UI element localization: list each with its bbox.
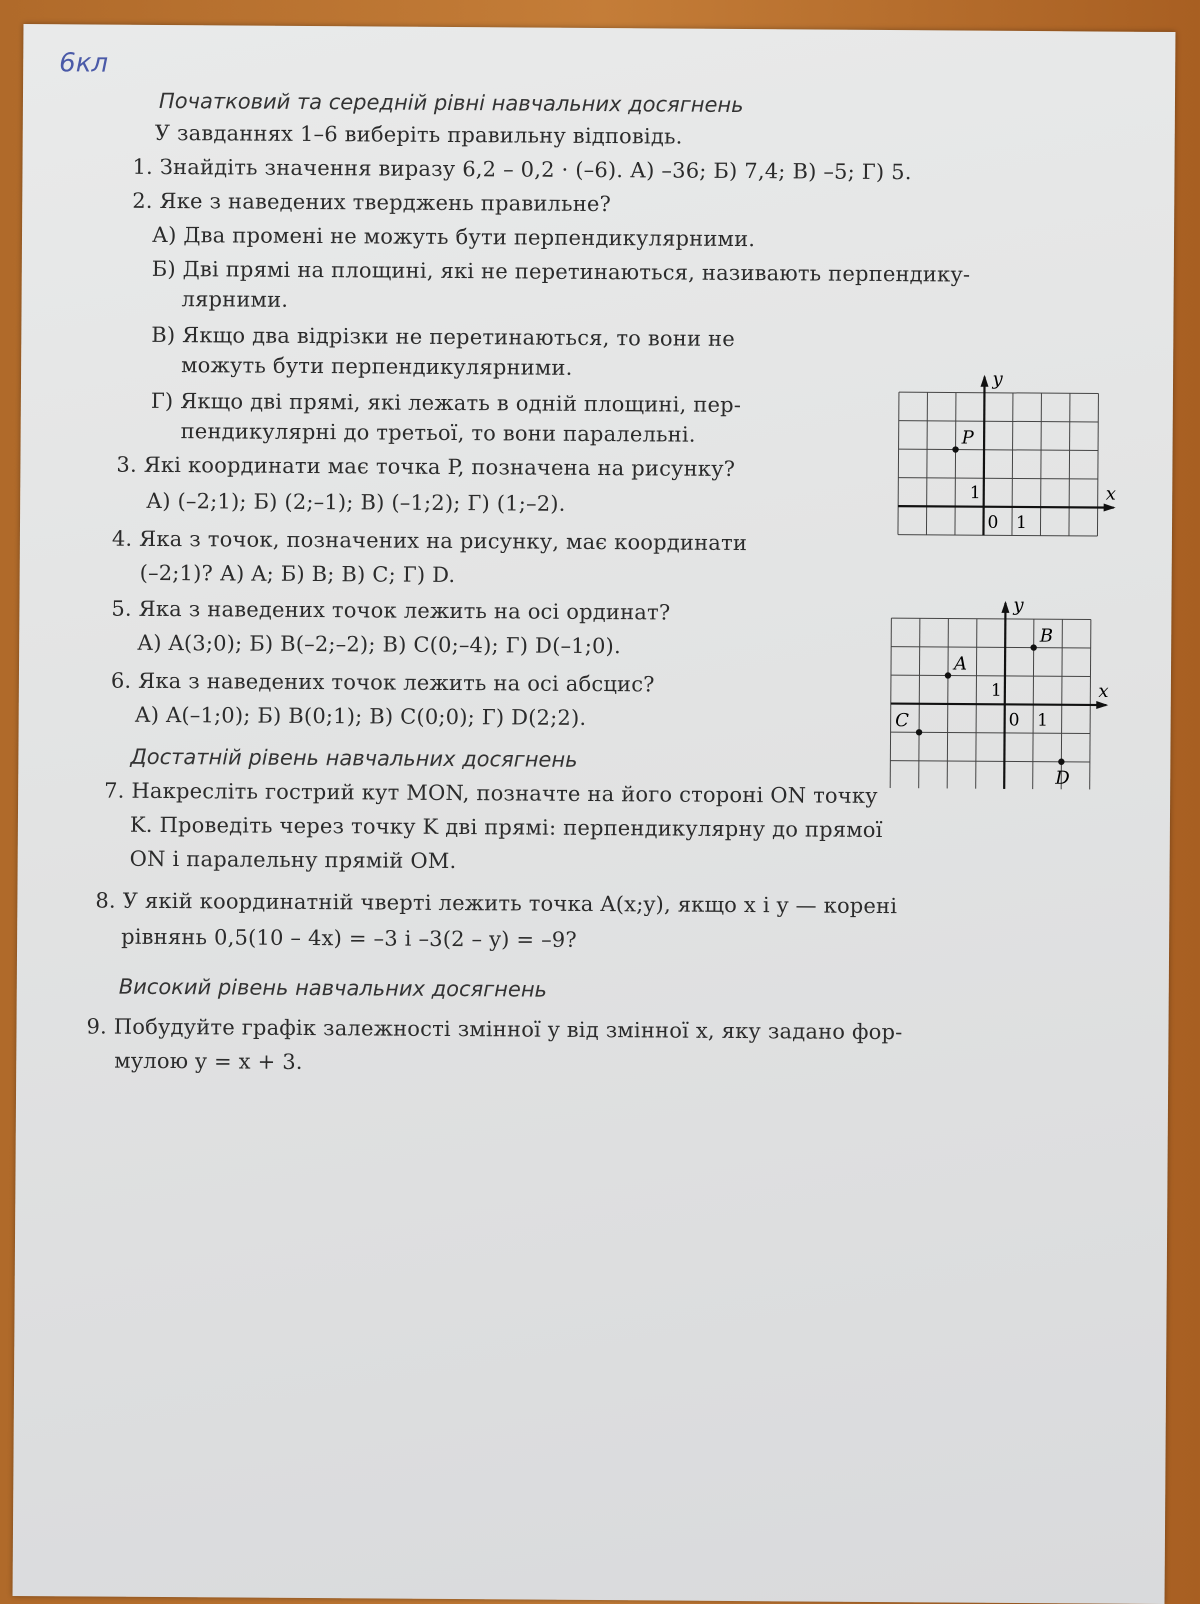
- x-axis: [898, 506, 1113, 508]
- q2-option-c-cont: можуть бути перпендикулярними.: [181, 353, 573, 380]
- grid-line-horizontal: [891, 675, 1090, 676]
- grid-line-horizontal: [891, 618, 1090, 619]
- grid-line-vertical: [955, 393, 956, 535]
- grid-line-vertical: [1012, 393, 1013, 535]
- grid-line-horizontal: [898, 535, 1097, 536]
- grid-line-horizontal: [890, 789, 1089, 790]
- q2-option-d: Г) Якщо дві прямі, які лежать в одній площині, пер-: [150, 388, 742, 418]
- x-axis-arrow-icon: [1096, 701, 1108, 709]
- grid-line-horizontal: [899, 392, 1098, 393]
- q6-answers: А) A(–1;0); Б) B(0;1); В) C(0;0); Г) D(2;2).: [134, 702, 587, 730]
- question-9-line2: мулою y = x + 3.: [114, 1048, 303, 1074]
- point-label-C: C: [895, 710, 910, 732]
- y-axis-label: y: [992, 368, 1003, 390]
- question-8-line2: рівнянь 0,5(10 – 4x) = –3 і –3(2 – y) = –9?: [121, 924, 577, 952]
- x-axis-label: x: [1105, 483, 1116, 505]
- section-title-high: Високий рівень навчальних досягнень: [118, 974, 548, 1002]
- unit-y-label: 1: [990, 680, 1002, 701]
- question-1: 1. Знайдіть значення виразу 6,2 – 0,2 · (–6). А) –36; Б) 7,4; В) –5; Г) 5.: [132, 154, 912, 185]
- unit-x-label: 1: [1015, 512, 1027, 534]
- grid-line-horizontal: [899, 421, 1098, 422]
- instructions: У завданнях 1–6 виберіть правильну відповідь.: [154, 120, 683, 149]
- coordinate-figure-2: [870, 578, 1121, 794]
- grid-line-vertical: [1040, 393, 1041, 535]
- x-axis: [891, 704, 1106, 706]
- point-P: [952, 446, 958, 452]
- origin-label: 0: [1008, 710, 1020, 731]
- origin-label: 0: [987, 512, 999, 533]
- question-7: 7. Накресліть гострий кут MON, позначте на його стороні ON точку: [104, 778, 878, 808]
- y-axis-label: y: [1013, 594, 1024, 616]
- grid-line-vertical: [1069, 393, 1070, 535]
- point-D: [1058, 759, 1064, 765]
- q4-answers: (–2;1)? А) A; Б) B; В) C; Г) D.: [139, 560, 456, 588]
- question-5: 5. Яка з наведених точок лежить на осі ординат?: [111, 596, 671, 625]
- section-title-sufficient: Достатній рівень навчальних досягнень: [130, 744, 578, 772]
- grid-line-horizontal: [899, 449, 1098, 450]
- handwritten-note: 6кл: [59, 48, 109, 79]
- q2-option-c: В) Якщо два відрізки не перетинаються, то вони не: [151, 322, 735, 351]
- unit-x-label: 1: [1037, 710, 1049, 731]
- coordinate-grid-2: [870, 578, 1121, 790]
- paper-sheet: [13, 24, 1176, 1604]
- q3-answers: А) (–2;1); Б) (2;–1); В) (–1;2); Г) (1;–2).: [146, 488, 566, 516]
- question-2: 2. Яке з наведених тверджень правильне?: [132, 188, 612, 217]
- grid-line-horizontal: [898, 478, 1097, 479]
- coordinate-figure-1: [876, 350, 1117, 556]
- point-C: [916, 729, 922, 735]
- q2-option-b: Б) Дві прямі на площині, які не перетинаються, називають перпендику-: [151, 256, 971, 287]
- coordinate-grid-1: [876, 350, 1117, 552]
- question-9: 9. Побудуйте графік залежності змінної y від змінної x, яку задано фор-: [86, 1014, 903, 1045]
- y-axis: [983, 377, 984, 535]
- question-7-line2: K. Проведіть через точку K дві прямі: перпендикулярну до прямої: [129, 812, 883, 843]
- question-8: 8. У якій координатній чверті лежить точка A(x;y), якщо x і y — корені: [95, 888, 898, 919]
- point-B: [1030, 644, 1036, 650]
- point-label-A: A: [953, 653, 968, 675]
- q2-option-a: А) Два промені не можуть бути перпендикулярними.: [151, 222, 756, 252]
- q2-option-b-cont: лярними.: [181, 287, 289, 312]
- y-axis-arrow-icon: [980, 375, 988, 387]
- question-6: 6. Яка з наведених точок лежить на осі абсцис?: [110, 668, 655, 697]
- question-3: 3. Які координати має точка P, позначена на рисунку?: [116, 452, 736, 481]
- point-label-P: P: [961, 427, 974, 449]
- point-A: [945, 672, 951, 678]
- question-7-line3: ON і паралельну прямій OM.: [129, 846, 457, 874]
- section-title-basic: Початковий та середній рівні навчальних досягнень: [158, 88, 744, 118]
- x-axis-label: x: [1098, 681, 1109, 703]
- question-4: 4. Яка з точок, позначених на рисунку, має координати: [111, 526, 748, 556]
- point-label-D: D: [1055, 767, 1070, 789]
- grid-line-vertical: [1097, 394, 1098, 536]
- unit-y-label: 1: [969, 483, 981, 504]
- grid-line-vertical: [926, 392, 927, 534]
- grid-line-horizontal: [891, 647, 1090, 648]
- point-label-B: B: [1039, 625, 1054, 647]
- y-axis-arrow-icon: [1001, 601, 1009, 613]
- y-axis: [1004, 603, 1005, 790]
- x-axis-arrow-icon: [1104, 504, 1116, 512]
- grid-line-vertical: [898, 392, 899, 534]
- q2-option-d-cont: пендикулярні до третьої, то вони паралельні.: [180, 419, 696, 447]
- q5-answers: А) A(3;0); Б) B(–2;–2); В) C(0;–4); Г) D(–1;0).: [137, 630, 621, 659]
